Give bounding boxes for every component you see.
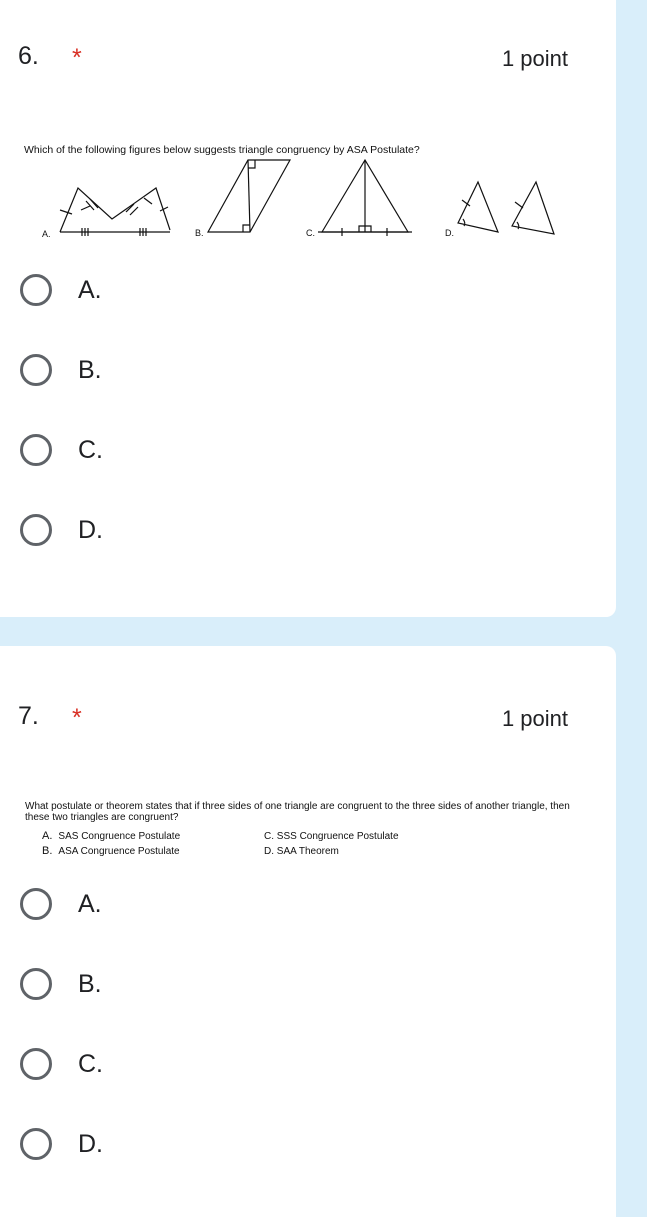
question-text: What postulate or theorem states that if three sides of one triangle are congruent to the three sides of another triangle, then these two triangles are congruent?: [25, 801, 570, 823]
question-number: 7.: [18, 702, 39, 730]
figure-d: [458, 182, 554, 234]
required-star: *: [72, 704, 82, 732]
question-header: [0, 42, 616, 82]
option-label: C.: [78, 1049, 103, 1078]
question-card-7: [0, 646, 616, 1217]
option-b[interactable]: [20, 964, 320, 1004]
option-label: C.: [78, 435, 103, 464]
radio-button[interactable]: [20, 968, 52, 1000]
required-star: *: [72, 44, 82, 72]
figure-label-d: D.: [445, 228, 454, 238]
figure-a: [60, 188, 170, 236]
option-a[interactable]: [20, 884, 320, 924]
points-label: 1 point: [501, 706, 568, 731]
radio-button[interactable]: [20, 354, 52, 386]
option-label: D.: [78, 1129, 103, 1158]
option-d[interactable]: [20, 510, 320, 550]
choice-d-text: D. SAA Theorem: [264, 846, 339, 857]
figure-label-a: A.: [42, 229, 51, 239]
option-c[interactable]: [20, 430, 320, 470]
option-d[interactable]: [20, 1124, 320, 1164]
question-card-6: [0, 0, 616, 617]
choice-c-text: C. SSS Congruence Postulate: [264, 831, 399, 842]
figure-c: [318, 160, 412, 236]
question-text: Which of the following figures below suggests triangle congruency by ASA Postulate?: [24, 144, 420, 156]
option-a[interactable]: [20, 270, 320, 310]
question-image: [20, 140, 580, 245]
answer-choices-image: [42, 829, 462, 859]
choice-a-text: SAS Congruence Postulate: [58, 831, 181, 842]
figure-b: [208, 160, 290, 232]
choice-a-letter: A.: [42, 830, 53, 842]
option-c[interactable]: [20, 1044, 320, 1084]
option-label: D.: [78, 515, 103, 544]
radio-button[interactable]: [20, 434, 52, 466]
figure-label-b: B.: [195, 228, 204, 238]
figure-label-c: C.: [306, 228, 315, 238]
points-label: 1 point: [501, 46, 568, 71]
question-number: 6.: [18, 42, 39, 70]
option-b[interactable]: [20, 350, 320, 390]
radio-button[interactable]: [20, 1048, 52, 1080]
radio-button[interactable]: [20, 514, 52, 546]
choice-b-text: ASA Congruence Postulate: [58, 846, 180, 857]
choice-b-letter: B.: [42, 845, 53, 857]
radio-button[interactable]: [20, 274, 52, 306]
option-label: A.: [78, 275, 102, 304]
radio-button[interactable]: [20, 888, 52, 920]
option-label: B.: [78, 355, 102, 384]
option-label: A.: [78, 889, 102, 918]
radio-button[interactable]: [20, 1128, 52, 1160]
option-label: B.: [78, 969, 102, 998]
question-header: [0, 702, 616, 742]
